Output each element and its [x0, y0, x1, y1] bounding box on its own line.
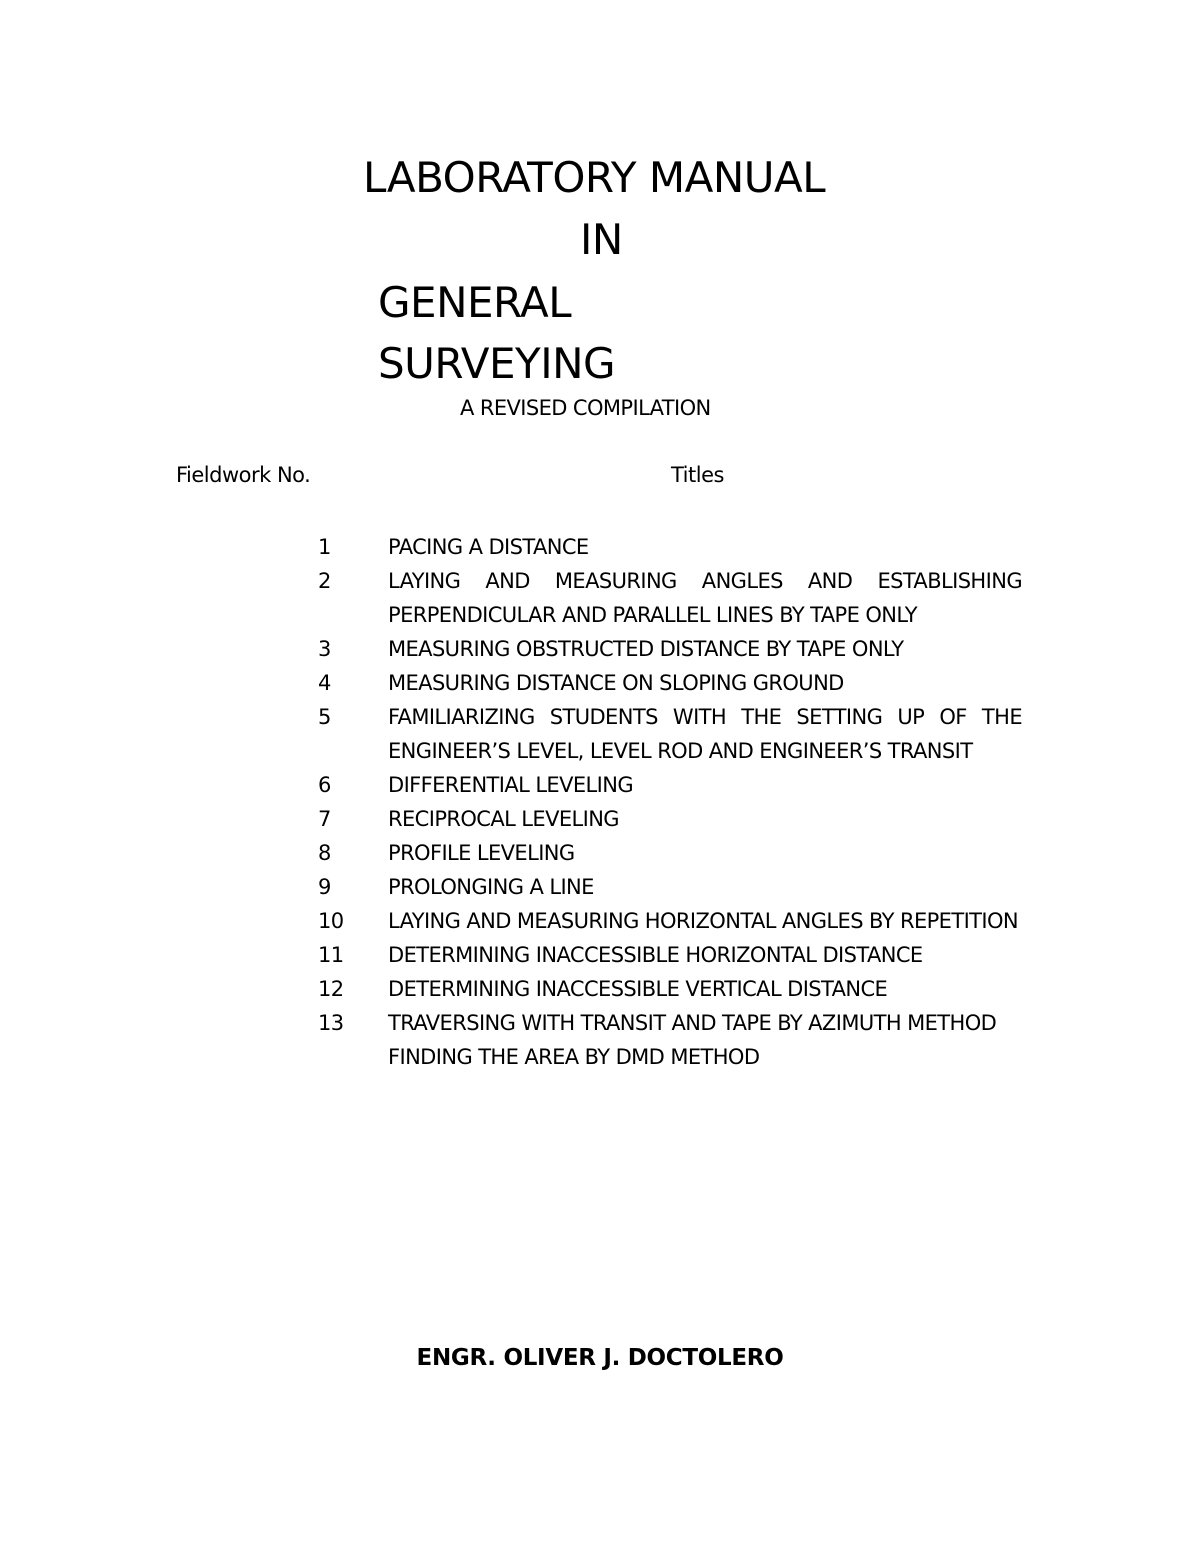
author-name: ENGR. OLIVER J. DOCTOLERO: [416, 1345, 784, 1371]
list-item: [0, 1006, 1200, 1040]
list-item: [0, 972, 1200, 1006]
fieldwork-title: DETERMINING INACCESSIBLE HORIZONTAL DISTANCE: [388, 943, 923, 967]
fieldwork-title: FAMILIARIZING STUDENTS WITH THE SETTING UP OF THE ENGINEER’S LEVEL, LEVEL ROD AND ENGINEER’S TRANSIT: [388, 705, 1022, 763]
fieldwork-number: 12: [318, 977, 344, 1001]
fieldwork-number: 1: [318, 535, 331, 559]
fieldwork-number: 9: [318, 875, 331, 899]
fieldwork-list: [0, 530, 1200, 1074]
list-item: [0, 836, 1200, 870]
list-item: [0, 938, 1200, 972]
title-line-3: GENERAL: [378, 278, 572, 327]
list-item: [0, 870, 1200, 904]
fieldwork-title: RECIPROCAL LEVELING: [388, 807, 619, 831]
column-header-titles: Titles: [671, 463, 724, 487]
fieldwork-title: FINDING THE AREA BY DMD METHOD: [388, 1045, 760, 1069]
fieldwork-title: PROFILE LEVELING: [388, 841, 575, 865]
list-item: [0, 666, 1200, 700]
fieldwork-number: 3: [318, 637, 331, 661]
fieldwork-number: 10: [318, 909, 344, 933]
title-line-2: IN: [580, 215, 623, 264]
fieldwork-number: 7: [318, 807, 331, 831]
list-item: [0, 700, 1200, 768]
list-item: [0, 802, 1200, 836]
fieldwork-title: PACING A DISTANCE: [388, 535, 589, 559]
fieldwork-title: DIFFERENTIAL LEVELING: [388, 773, 633, 797]
title-line-4: SURVEYING: [378, 339, 616, 388]
fieldwork-title: TRAVERSING WITH TRANSIT AND TAPE BY AZIMUTH METHOD: [388, 1011, 997, 1035]
column-header-fieldwork-no: Fieldwork No.: [176, 463, 311, 487]
fieldwork-number: 8: [318, 841, 331, 865]
title-line-1: LABORATORY MANUAL: [363, 153, 826, 202]
list-item: [0, 632, 1200, 666]
fieldwork-number: 11: [318, 943, 344, 967]
fieldwork-title: LAYING AND MEASURING HORIZONTAL ANGLES BY REPETITION: [388, 909, 1019, 933]
list-item: [0, 768, 1200, 802]
fieldwork-title: LAYING AND MEASURING ANGLES AND ESTABLISHING PERPENDICULAR AND PARALLEL LINES BY TAPE ONLY: [388, 569, 1022, 627]
fieldwork-title: MEASURING DISTANCE ON SLOPING GROUND: [388, 671, 844, 695]
list-item: [0, 904, 1200, 938]
fieldwork-number: 6: [318, 773, 331, 797]
fieldwork-title: PROLONGING A LINE: [388, 875, 594, 899]
fieldwork-number: 2: [318, 569, 331, 593]
list-item: [0, 564, 1200, 632]
fieldwork-number: 13: [318, 1011, 344, 1035]
fieldwork-number: 5: [318, 705, 331, 729]
fieldwork-title: MEASURING OBSTRUCTED DISTANCE BY TAPE ONLY: [388, 637, 904, 661]
fieldwork-title: DETERMINING INACCESSIBLE VERTICAL DISTANCE: [388, 977, 888, 1001]
subtitle: A REVISED COMPILATION: [460, 396, 711, 420]
list-item: [0, 1040, 1200, 1074]
list-item: [0, 530, 1200, 564]
fieldwork-number: 4: [318, 671, 331, 695]
